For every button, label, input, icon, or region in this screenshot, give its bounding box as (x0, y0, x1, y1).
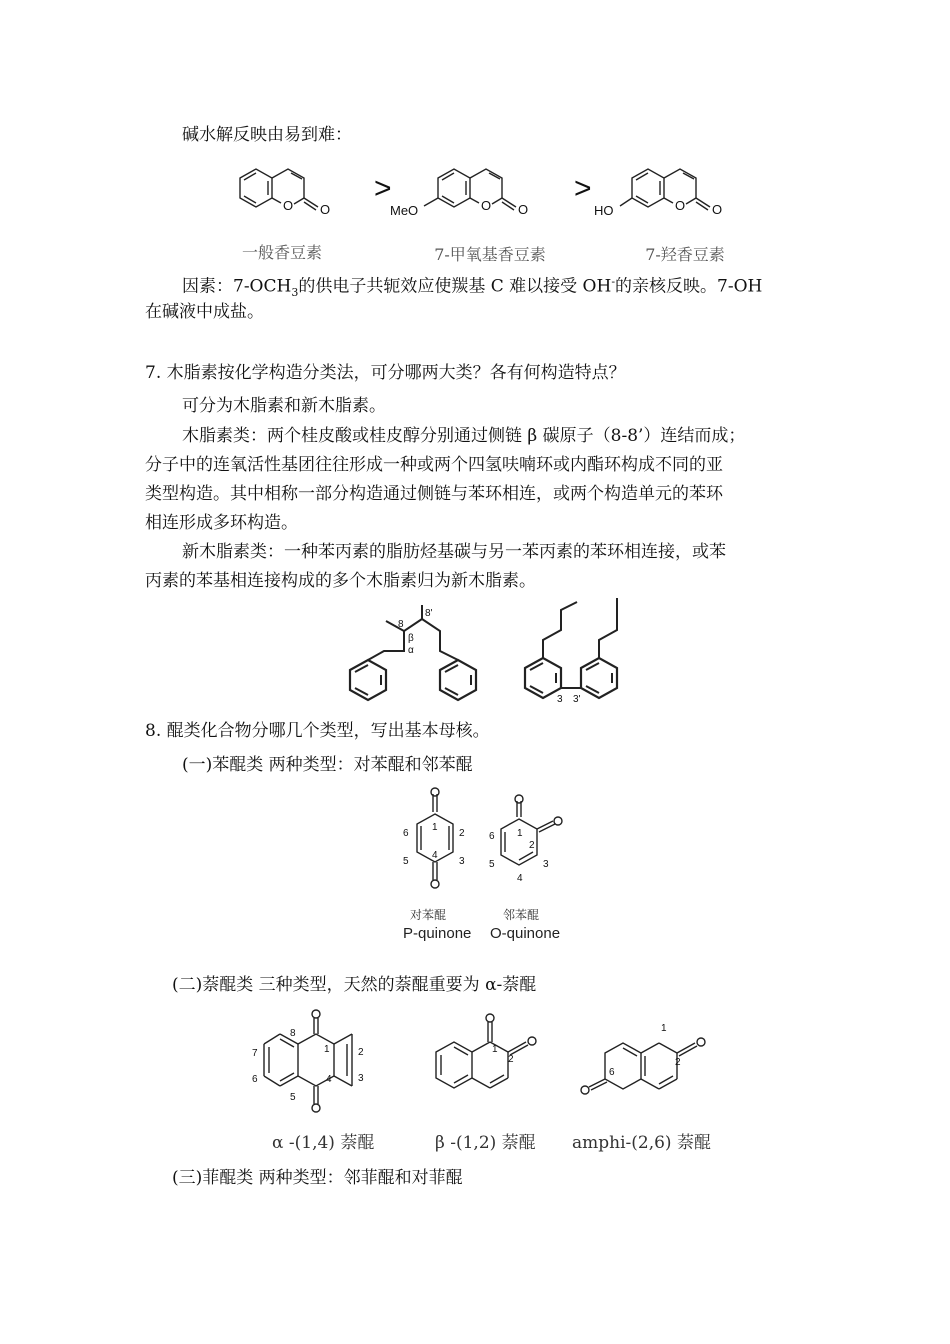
svg-text:3: 3 (557, 694, 563, 705)
coumarin-name-2: 7-甲氧基香豆素 (434, 245, 546, 264)
svg-text:4: 4 (517, 873, 523, 884)
svg-text:5: 5 (489, 859, 495, 870)
q7-p1-line2: 分子中的连氧活性基团往往形成一种或两个四氢呋喃环或内酯环构成不同的亚 (145, 455, 723, 475)
q7-p2-line1: 新木脂素类：一种苯丙素的脂肪烃基碳与另一苯丙素的苯环相连接，或苯 (182, 542, 726, 562)
svg-text:3: 3 (543, 859, 549, 870)
o-quinone-cn: 邻苯醌 (503, 908, 540, 922)
svg-text:O: O (320, 202, 331, 217)
coumarin-name-3: 7-羟香豆素 (645, 245, 725, 264)
svg-text:8: 8 (398, 619, 404, 630)
svg-text:>: > (574, 172, 592, 205)
o-benzoquinone-structure (485, 795, 575, 895)
svg-text:2: 2 (358, 1047, 364, 1058)
q7-p2-line2: 丙素的苯基相连接构成的多个木脂素归为新木脂素。 (145, 571, 536, 591)
alpha-naphthoquinone-structure (252, 1010, 378, 1120)
svg-text:2: 2 (529, 840, 535, 851)
q7-p1-line3: 类型构造。其中相称一部分构造通过侧链与苯环相连，或两个构造单元的苯环 (145, 484, 723, 504)
svg-text:3: 3 (358, 1073, 364, 1084)
coumarin-name-1: 一般香豆素 (241, 243, 322, 262)
svg-text:7: 7 (252, 1048, 258, 1059)
p-benzoquinone-structure (395, 790, 475, 900)
q7-answer: 可分为木脂素和新木脂素。 (182, 396, 386, 416)
svg-text:1: 1 (661, 1023, 667, 1034)
p-quinone-cn: 对苯醌 (410, 908, 447, 922)
svg-text:4: 4 (432, 850, 438, 861)
beta-naphthoquinone-label: β -(1,2) 萘醌 (435, 1133, 536, 1153)
svg-text:3': 3' (573, 694, 581, 705)
amphi-naphthoquinone-structure (575, 1015, 720, 1100)
svg-text:O: O (518, 202, 529, 217)
svg-text:O: O (712, 202, 723, 217)
coumarin-structure (232, 160, 362, 230)
lignan-structure (340, 605, 480, 705)
hydroxycoumarin-structure (592, 160, 762, 230)
svg-text:1: 1 (432, 822, 438, 833)
svg-text:α: α (408, 645, 414, 656)
svg-text:6: 6 (609, 1067, 615, 1078)
alpha-naphthoquinone-label: α -(1,4) 萘醌 (272, 1133, 375, 1153)
o-quinone-en: O-quinone (490, 925, 561, 942)
svg-text:MeO: MeO (390, 203, 419, 218)
svg-text:O: O (481, 198, 492, 213)
q8-section-1: (一)苯醌类 两种类型：对苯醌和邻苯醌 (182, 755, 473, 775)
svg-text:1: 1 (517, 828, 523, 839)
svg-text:2: 2 (675, 1057, 681, 1068)
beta-naphthoquinone-structure (430, 1010, 550, 1100)
q7-p1-line1: 木脂素类：两个桂皮酸或桂皮醇分别通过侧链 β 碳原子（8-8’）连结而成； (182, 426, 746, 446)
coumarin-factor: 因素：$7-OCH_3$的供电子共轭效应使羰基 C 难以接受 OH-的亲核反映。7-OH (182, 275, 763, 300)
methoxycoumarin-structure (390, 160, 560, 230)
q8-section-3: (三)菲醌类 两种类型：邻菲醌和对菲醌 (172, 1168, 463, 1188)
svg-text:>: > (374, 172, 392, 205)
p-quinone-en: P-quinone (403, 925, 472, 942)
q8-section-2: (二)萘醌类 三种类型，天然的萘醌重要为 α-萘醌 (172, 975, 537, 995)
svg-text:4: 4 (326, 1074, 332, 1085)
svg-text:3: 3 (459, 856, 465, 867)
q7-title: 7. 木脂素按化学构造分类法，可分哪两大类？各有何构造特点？ (145, 363, 626, 383)
svg-text:6: 6 (252, 1074, 258, 1085)
svg-text:1: 1 (492, 1044, 498, 1055)
neolignan-structure (515, 598, 645, 703)
svg-text:6: 6 (403, 828, 409, 839)
coumarin-factor-line2: 在碱液中成盐。 (145, 302, 264, 322)
coumarin-heading: 碱水解反映由易到难： (182, 125, 352, 145)
svg-text:O: O (675, 198, 686, 213)
svg-text:5: 5 (403, 856, 409, 867)
q7-p1-line4: 相连形成多环构造。 (145, 513, 298, 533)
svg-text:8': 8' (425, 608, 433, 619)
svg-text:HO: HO (594, 203, 614, 218)
q8-title: 8. 醌类化合物分哪几个类型，写出基本母核。 (145, 721, 490, 741)
svg-text:1: 1 (324, 1044, 330, 1055)
svg-text:5: 5 (290, 1092, 296, 1103)
svg-text:6: 6 (489, 831, 495, 842)
svg-text:O: O (283, 198, 294, 213)
amphi-naphthoquinone-label: amphi-(2,6) 萘醌 (572, 1133, 711, 1153)
svg-text:8: 8 (290, 1028, 296, 1039)
svg-text:2: 2 (508, 1054, 514, 1065)
svg-text:2: 2 (459, 828, 465, 839)
svg-text:β: β (408, 633, 414, 644)
